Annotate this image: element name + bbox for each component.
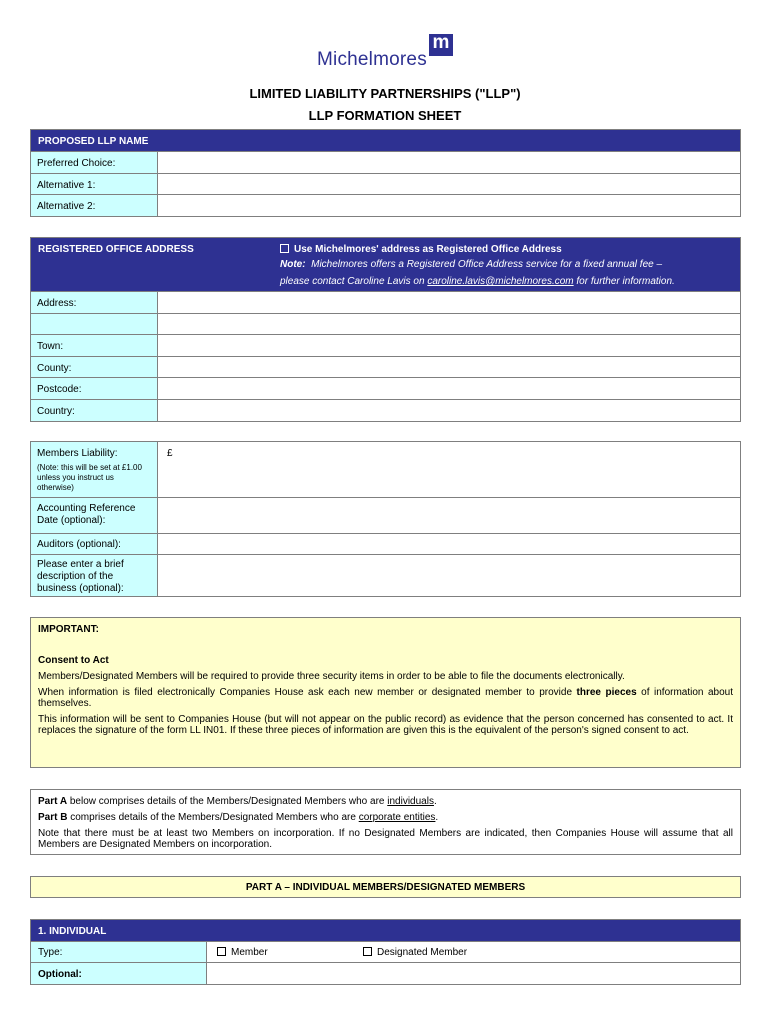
alternative-1-label: Alternative 1:	[37, 180, 96, 191]
member-option[interactable]: Member	[217, 947, 268, 958]
michelmores-logo	[317, 34, 457, 74]
business-description-field[interactable]	[159, 555, 740, 596]
logo-text: Michelmores	[317, 49, 427, 70]
address-row-2	[31, 314, 740, 335]
individual-table	[30, 919, 741, 985]
country-field[interactable]	[159, 400, 740, 421]
designated-member-option[interactable]: Designated Member	[363, 947, 467, 958]
members-liability-note: (Note: this will be set at £1.00 unless you instruct us otherwise)	[37, 463, 142, 492]
optional-field[interactable]	[206, 963, 740, 984]
checkbox-icon[interactable]	[280, 244, 289, 253]
part-a-banner-text: PART A – INDIVIDUAL MEMBERS/DESIGNATED MEMBERS	[245, 882, 526, 893]
auditors-row	[31, 534, 740, 555]
accounting-date-label: Accounting Reference Date (optional):	[37, 503, 136, 526]
country-row	[31, 400, 740, 421]
members-note: Note that there must be at least two Members on incorporation. If no Designated Members are indicated, then Companies House will assume that all Members are Designated Members on incorporation.	[38, 828, 733, 850]
caroline-email-link[interactable]: caroline.lavis@michelmores.com	[427, 276, 574, 287]
use-michelmores-address-checkbox[interactable]: Use Michelmores' address as Registered Office Address	[280, 244, 562, 255]
address-field-1[interactable]	[159, 292, 740, 313]
preferred-choice-row	[31, 152, 740, 174]
designated-member-checkbox-icon[interactable]	[363, 947, 372, 956]
business-description-label: Please enter a brief description of the business (optional):	[37, 559, 124, 594]
auditors-field[interactable]	[159, 534, 740, 554]
document-subtitle: LLP FORMATION SHEET	[308, 108, 462, 123]
address-field-2[interactable]	[159, 314, 740, 334]
optional-label: Optional:	[38, 969, 82, 980]
accounting-date-row	[31, 498, 740, 534]
llp-name-header: PROPOSED LLP NAME	[31, 130, 740, 152]
county-row	[31, 357, 740, 378]
part-b-description: Part B comprises details of the Members/Designated Members who are corporate entities.	[38, 812, 439, 823]
postcode-label: Postcode:	[37, 384, 82, 395]
llp-name-table	[30, 129, 741, 217]
type-row	[31, 942, 740, 963]
accounting-date-field[interactable]	[159, 498, 740, 533]
county-label: County:	[37, 363, 72, 374]
consent-paragraph-3: This information will be sent to Companies House (but will not appear on the public record) as evidence that the person concerned has consented to act. It replaces the signature of the form LL IN01. If these three pieces of information are given this is the equivalent of the person's signed consent to act.	[38, 714, 733, 736]
document-title: LIMITED LIABILITY PARTNERSHIPS ("LLP")	[249, 86, 521, 101]
members-liability-field[interactable]: £	[167, 448, 173, 459]
important-heading: IMPORTANT:	[38, 624, 99, 635]
county-field[interactable]	[159, 357, 740, 377]
members-liability-label: Members Liability:	[37, 448, 118, 459]
business-description-row	[31, 555, 740, 596]
alternative-2-field[interactable]	[159, 195, 740, 216]
alternative-1-row	[31, 174, 740, 195]
llp-details-table	[30, 441, 741, 597]
town-label: Town:	[37, 341, 64, 352]
town-field[interactable]	[159, 335, 740, 356]
important-box	[30, 617, 741, 768]
town-row	[31, 335, 740, 357]
members-liability-row	[31, 442, 740, 498]
part-a-banner	[30, 876, 741, 898]
country-label: Country:	[37, 406, 75, 417]
consent-paragraph-1: Members/Designated Members will be required to provide three security items in order to be able to file the documents electronically.	[38, 671, 625, 682]
office-address-header: REGISTERED OFFICE ADDRESS Use Michelmores' address as Registered Office Address Note: Michelmores offers a Registered Office Address service for a fixed annual fee – please contact Caroline Lavis on caroline.lavis@michelmores.com for further information.	[31, 238, 740, 292]
individual-header: 1. INDIVIDUAL	[31, 920, 740, 942]
address-label: Address:	[37, 298, 77, 309]
preferred-choice-label: Preferred Choice:	[37, 158, 116, 169]
auditors-label: Auditors (optional):	[37, 539, 121, 550]
parts-description-box	[30, 789, 741, 855]
alternative-2-row	[31, 195, 740, 216]
part-a-description: Part A below comprises details of the Members/Designated Members who are individuals.	[38, 796, 437, 807]
postcode-field[interactable]	[159, 378, 740, 399]
alternative-1-field[interactable]	[159, 174, 740, 194]
address-row	[31, 292, 740, 314]
consent-heading: Consent to Act	[38, 655, 109, 666]
office-address-table	[30, 237, 741, 422]
optional-row	[31, 963, 740, 985]
member-checkbox-icon[interactable]	[217, 947, 226, 956]
consent-paragraph-2: When information is filed electronically Companies House ask each new member or designated member to provide three pieces of information about themselves.	[38, 687, 734, 709]
postcode-row	[31, 378, 740, 400]
type-label: Type:	[38, 947, 63, 958]
logo-mark-icon: m	[429, 34, 453, 56]
alternative-2-label: Alternative 2:	[37, 201, 96, 212]
preferred-choice-field[interactable]	[159, 152, 740, 173]
